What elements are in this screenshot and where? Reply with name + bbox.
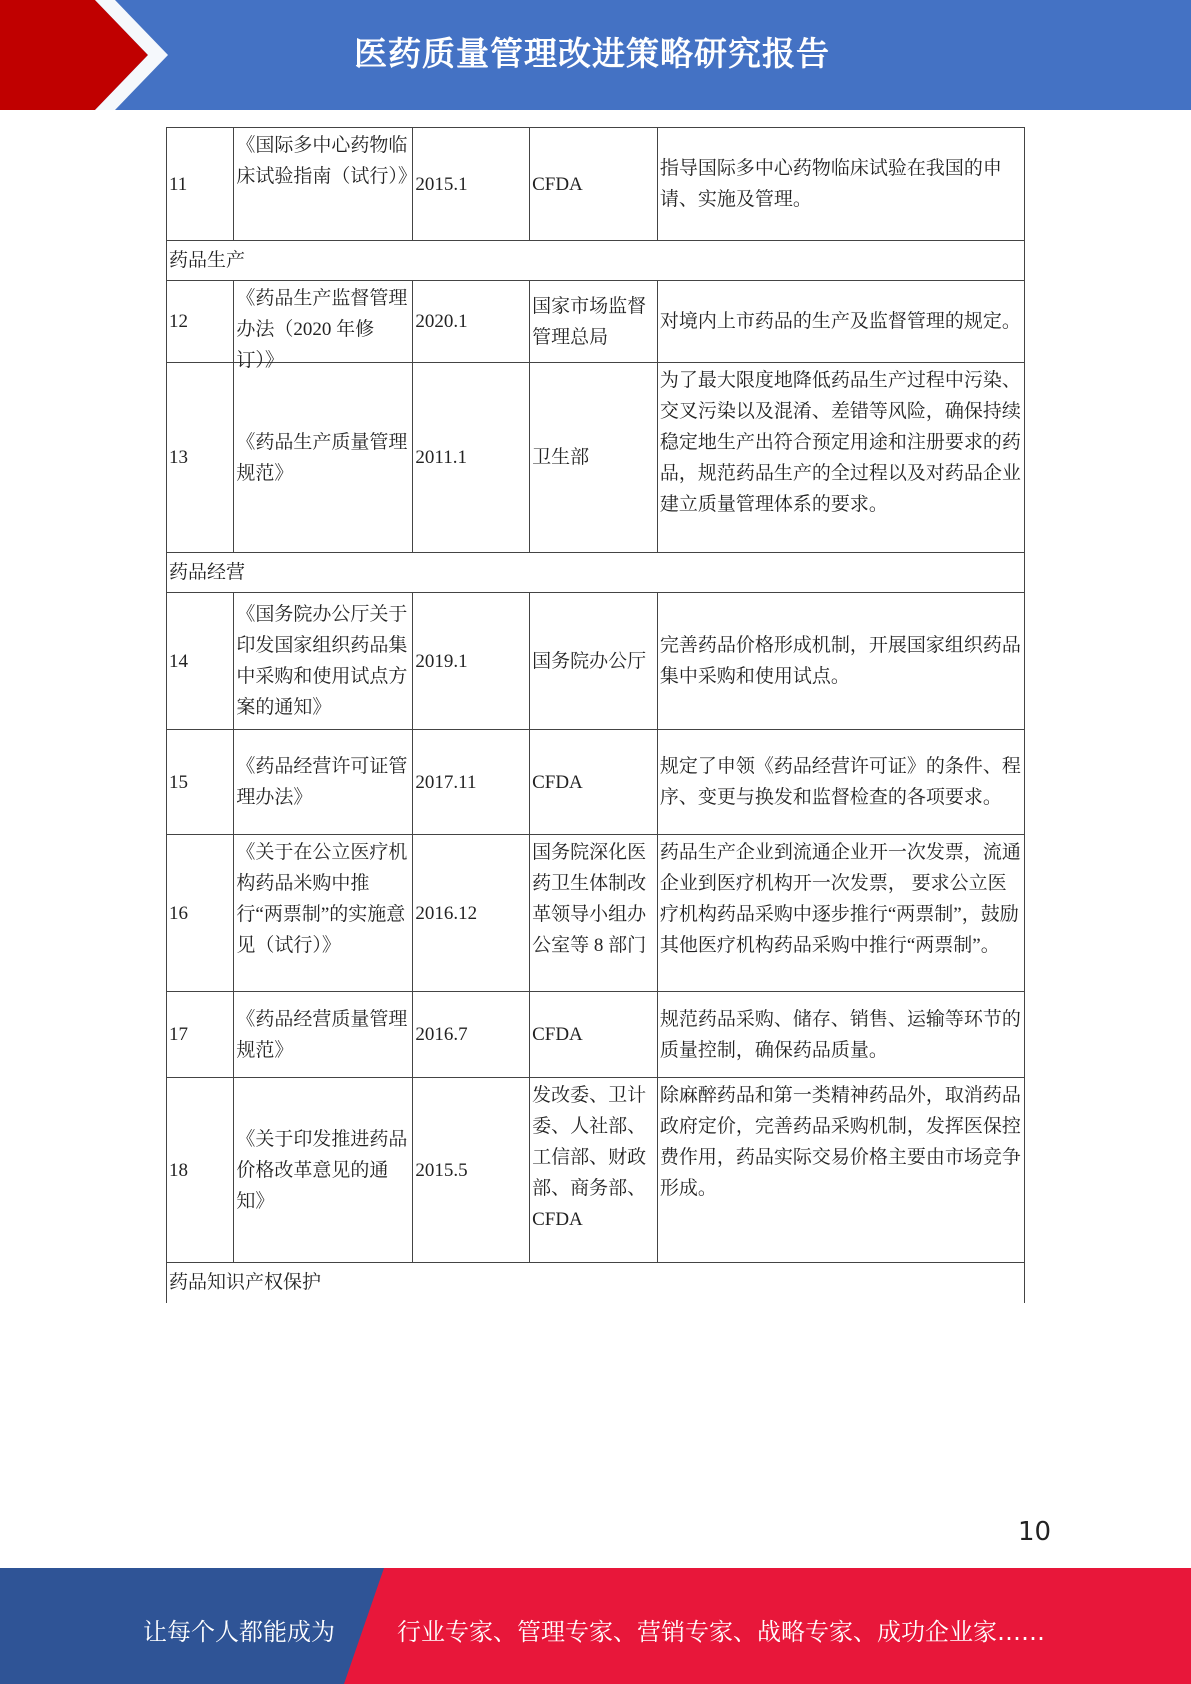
issue-date: 2020.1 — [413, 281, 530, 363]
document-name — [234, 281, 413, 371]
issuing-department: 卫生部 — [530, 363, 658, 553]
issuing-department: CFDA — [530, 128, 658, 241]
document-name-text: 《药品生产监督管理办法（2020 年修订）》 — [236, 288, 408, 371]
section-label: 药品经营 — [167, 553, 1025, 593]
table-row — [167, 1078, 1025, 1263]
section-row — [167, 241, 1025, 281]
document-description: 药品生产企业到流通企业开一次发票，流通企业到医疗机构开一次发票， 要求公立医疗机构药品采购中逐步推行“两票制”，鼓励其他医疗机构药品采购中推行“两票制”。 — [657, 835, 1024, 992]
row-number: 11 — [167, 128, 234, 241]
document-description: 除麻醉药品和第一类精神药品外，取消药品政府定价，完善药品采购机制，发挥医保控费作用，药品实际交易价格主要由市场竞争形成。 — [657, 1078, 1024, 1263]
document-description: 对境内上市药品的生产及监督管理的规定。 — [657, 281, 1024, 363]
document-name: 《国际多中心药物临床试验指南（试行）》 — [234, 128, 413, 241]
section-label: 药品知识产权保护 — [167, 1263, 1025, 1303]
issuing-department: CFDA — [530, 730, 658, 835]
document-name: 《药品生产质量管理规范》 — [234, 363, 413, 553]
section-row — [167, 553, 1025, 593]
section-row — [167, 1263, 1025, 1303]
row-number: 18 — [167, 1078, 234, 1263]
issue-date: 2015.1 — [413, 128, 530, 241]
page-header — [0, 0, 1191, 110]
document-description: 完善药品价格形成机制，开展国家组织药品集中采购和使用试点。 — [657, 593, 1024, 730]
table-row — [167, 363, 1025, 553]
table-row — [167, 593, 1025, 730]
table-row — [167, 281, 1025, 363]
row-number: 15 — [167, 730, 234, 835]
issue-date: 2015.5 — [413, 1078, 530, 1263]
footer-slogan-left: 让每个人都能成为 — [143, 1618, 335, 1646]
document-description: 指导国际多中心药物临床试验在我国的申请、实施及管理。 — [657, 128, 1024, 241]
header-arrow-decoration — [0, 0, 360, 110]
row-number: 14 — [167, 593, 234, 730]
issuing-department: CFDA — [530, 992, 658, 1078]
document-description: 规范药品采购、储存、销售、运输等环节的质量控制，确保药品质量。 — [657, 992, 1024, 1078]
row-number: 17 — [167, 992, 234, 1078]
issuing-department: 国务院办公厅 — [530, 593, 658, 730]
table-row — [167, 992, 1025, 1078]
issue-date: 2011.1 — [413, 363, 530, 553]
report-title: 医药质量管理改进策略研究报告 — [354, 34, 830, 73]
table-row — [167, 730, 1025, 835]
issue-date: 2016.12 — [413, 835, 530, 992]
document-description: 为了最大限度地降低药品生产过程中污染、交叉污染以及混淆、差错等风险，确保持续稳定地生产出符合预定用途和注册要求的药品，规范药品生产的全过程以及对药品企业建立质量管理体系的要求。 — [657, 363, 1024, 553]
footer-slogan-right: 行业专家、管理专家、营销专家、战略专家、成功企业家…… — [397, 1618, 1045, 1646]
row-number: 13 — [167, 363, 234, 553]
row-number: 16 — [167, 835, 234, 992]
issuing-department: 国家市场监督管理总局 — [530, 281, 658, 363]
issue-date: 2017.11 — [413, 730, 530, 835]
document-name: 《关于在公立医疗机构药品米购中推行“两票制”的实施意见（试行）》 — [234, 835, 413, 992]
document-name: 《药品经营许可证管理办法》 — [234, 730, 413, 835]
issue-date: 2016.7 — [413, 992, 530, 1078]
issuing-department: 发改委、卫计委、人社部、工信部、财政部、商务部、CFDA — [530, 1078, 658, 1263]
document-description: 规定了申领《药品经营许可证》的条件、程序、变更与换发和监督检查的各项要求。 — [657, 730, 1024, 835]
page-number: 10 — [1018, 1517, 1052, 1547]
row-number: 12 — [167, 281, 234, 363]
table-row — [167, 128, 1025, 241]
section-label: 药品生产 — [167, 241, 1025, 281]
issue-date: 2019.1 — [413, 593, 530, 730]
regulation-table — [166, 127, 1025, 1303]
document-name: 《国务院办公厅关于印发国家组织药品集中采购和使用试点方案的通知》 — [234, 593, 413, 730]
document-name: 《关于印发推进药品价格改革意见的通知》 — [234, 1078, 413, 1263]
table-row — [167, 835, 1025, 992]
document-name: 《药品经营质量管理规范》 — [234, 992, 413, 1078]
page-footer — [0, 1568, 1191, 1684]
issuing-department: 国务院深化医药卫生体制改革领导小组办公室等 8 部门 — [530, 835, 658, 992]
